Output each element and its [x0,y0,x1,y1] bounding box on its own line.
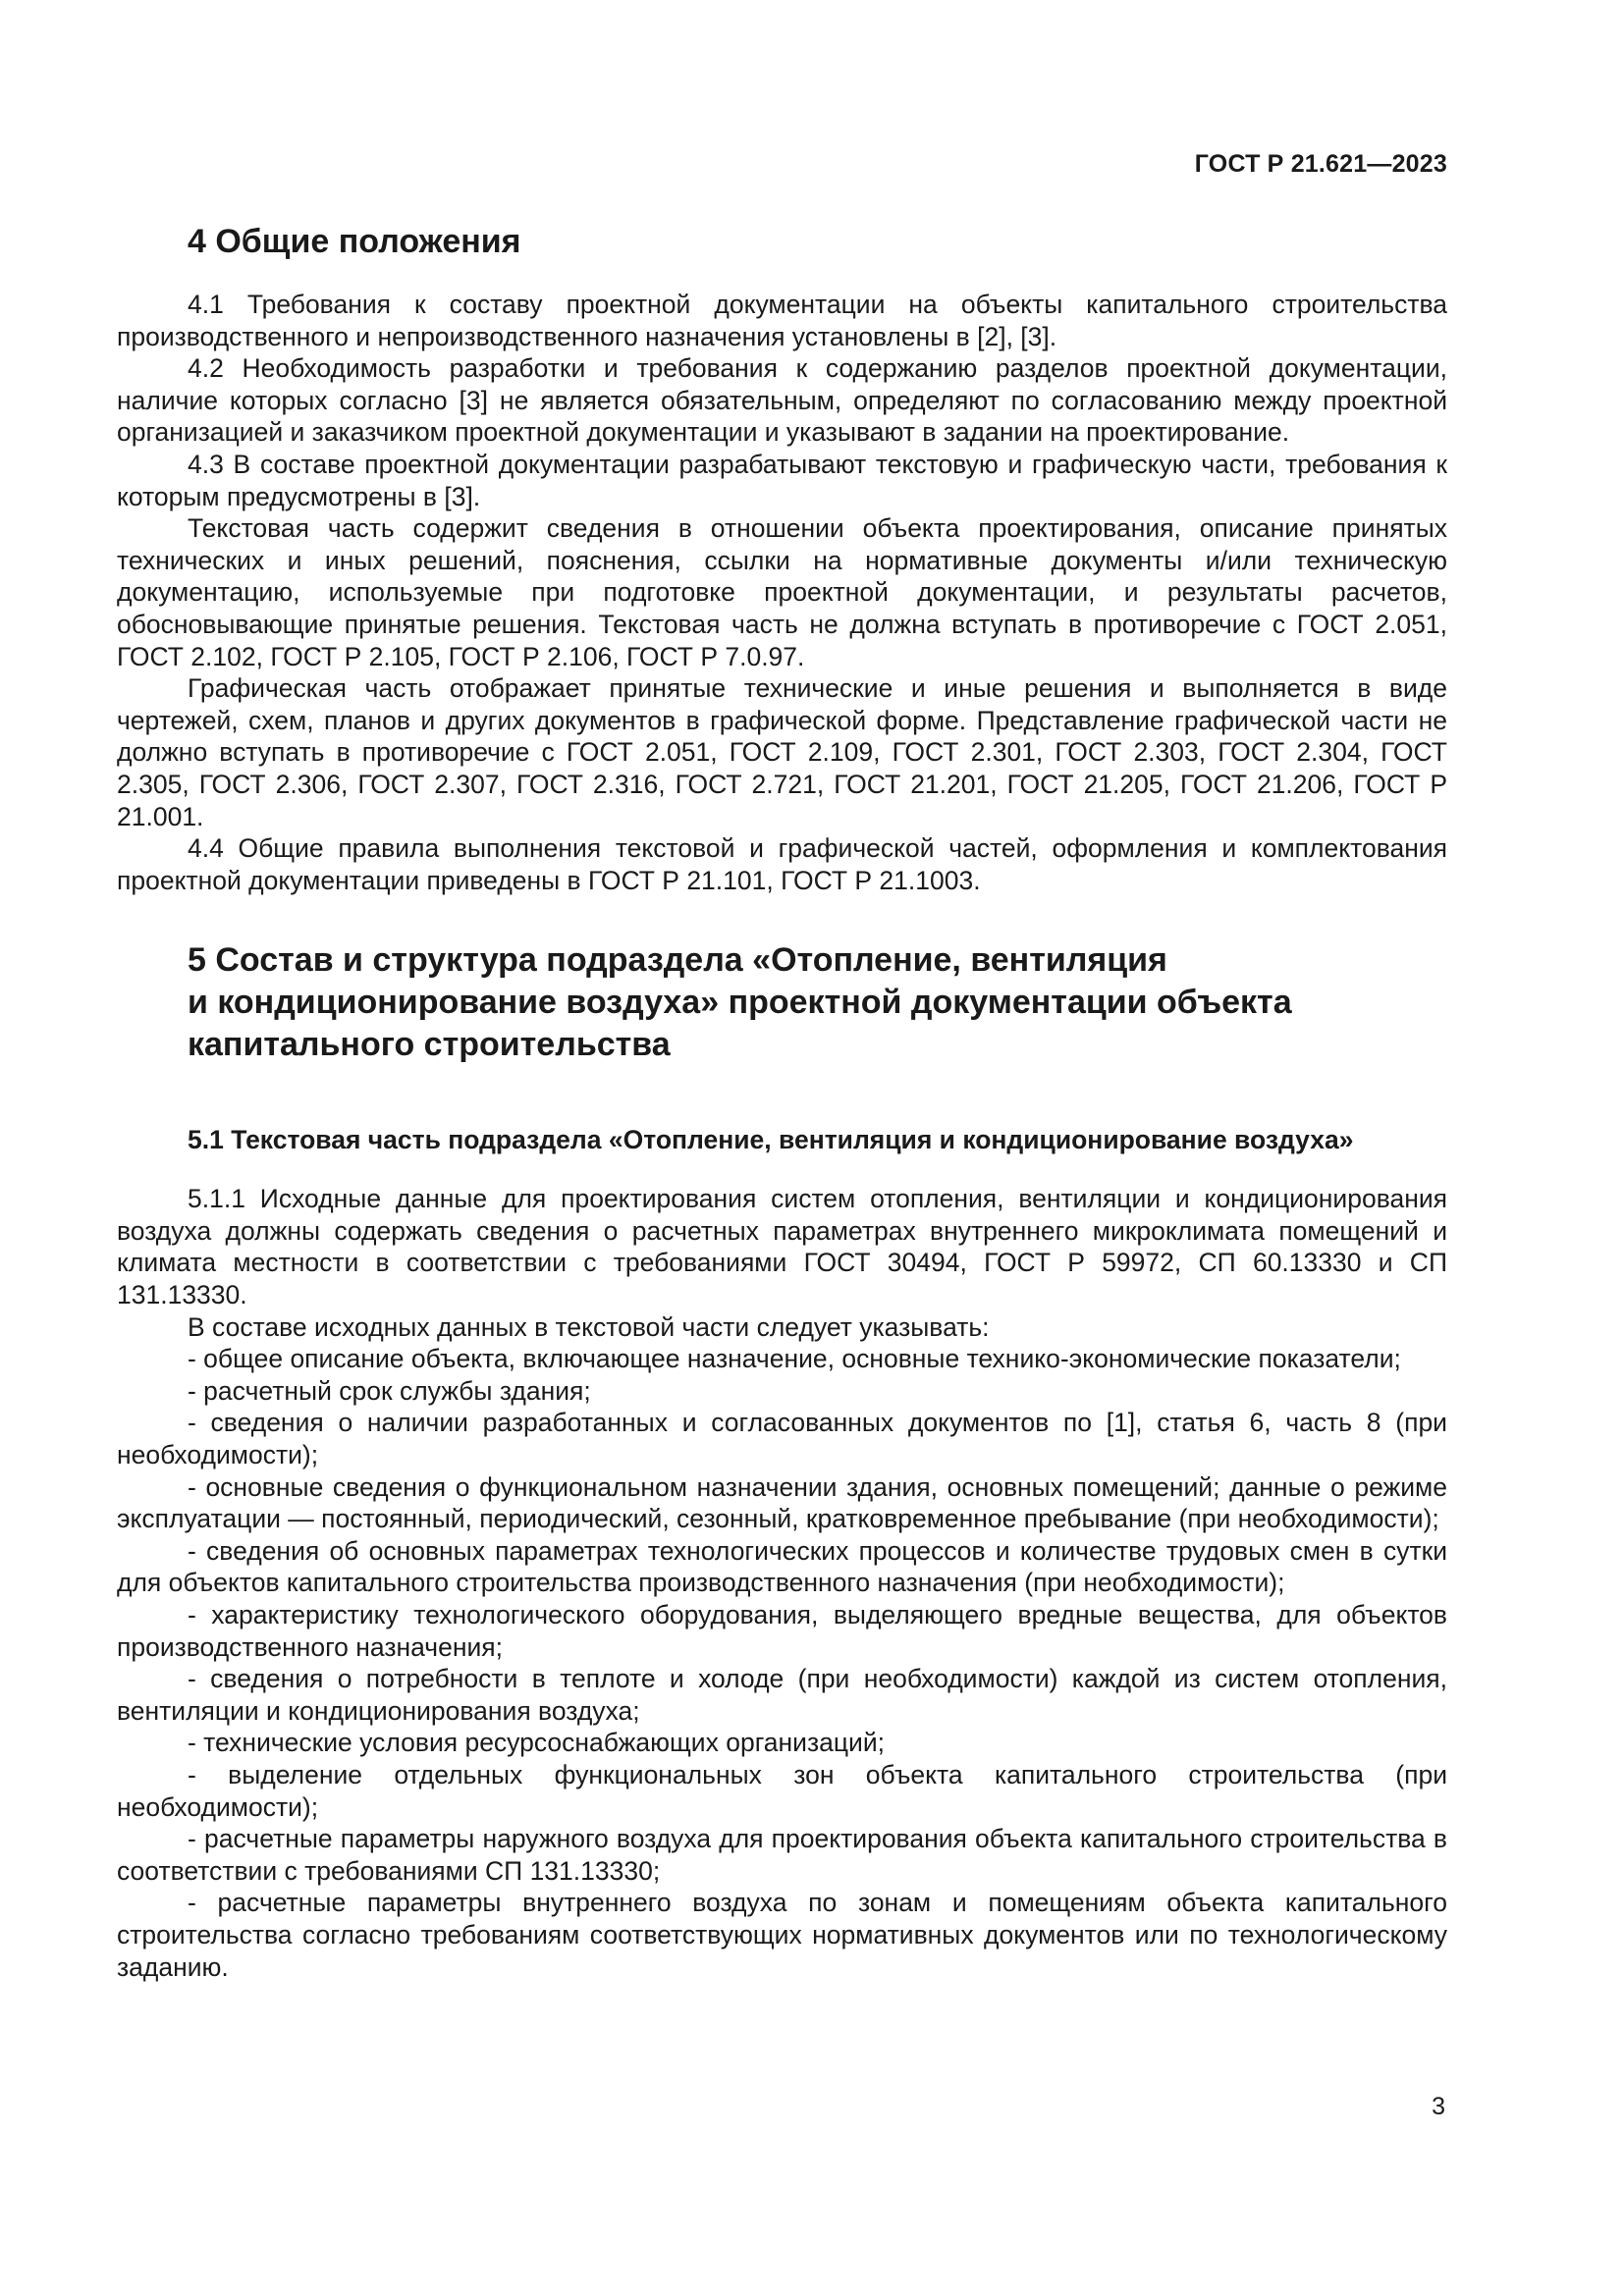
list-item: - расчетные параметры внутреннего воздуха по зонам и помещениям объекта капитального строительства согласно требованиям соответствующих нормативных документов или по технологическому заданию. [117,1888,1447,1982]
paragraph-4-4: 4.4 Общие правила выполнения текстовой и графической частей, оформления и комплектования проектной документации приведены в ГОСТ Р 21.101, ГОСТ Р 21.1003. [117,833,1447,895]
page-number: 3 [1432,2093,1445,2120]
paragraph-4-1: 4.1 Требования к составу проектной документации на объекты капитального строительства производственного и непроизводственного назначения установлены в [2], [3]. [117,290,1447,351]
list-item: - общее описание объекта, включающее назначение, основные технико-экономические показатели; [188,1344,1401,1374]
list-item: - основные сведения о функциональном назначении здания, основных помещений; данные о режиме эксплуатации — постоянный, периодический, сезонный, кратковременное пребывание (при необходимости); [117,1471,1447,1534]
list-item: - расчетные параметры наружного воздуха для проектирования объекта капитального строительства в соответствии с требованиями СП 131.13330; [117,1824,1447,1886]
paragraph-initial-data-intro: В составе исходных данных в текстовой части следует указывать: [188,1311,990,1342]
list-item: - выделение отдельных функциональных зон объекта капитального строительства (при необходимости); [117,1759,1447,1822]
section-4-title: 4 Общие положения [188,223,521,260]
list-item: - сведения об основных параметрах технологических процессов и количестве трудовых смен в сутки для объектов капитального строительства производственного назначения (при необходимости); [117,1535,1447,1598]
paragraph-text-part: Текстовая часть содержит сведения в отношении объекта проектирования, описание принятых технических и иных решений, пояснения, ссылки на нормативные документы и/или техническую документацию, используемые при подготовке проектной документации, и результаты расчетов, обосновывающие принятые решения. Текстовая часть не должна вступать в противоречие с ГОСТ 2.051, ГОСТ 2.102, ГОСТ Р 2.105, ГОСТ Р 2.106, ГОСТ Р 7.0.97. [117,513,1447,671]
section-5-title-line-1: 5 Состав и структура подраздела «Отопление, вентиляция [188,941,1167,980]
paragraph-graphic-part: Графическая часть отображает принятые технические и иные решения и выполняется в виде чертежей, схем, планов и других документов в графической форме. Представление графической части не должно вступать в противоречие с ГОСТ 2.051, ГОСТ 2.109, ГОСТ 2.301, ГОСТ 2.303, ГОСТ 2.304, ГОСТ 2.305, ГОСТ 2.306, ГОСТ 2.307, ГОСТ 2.316, ГОСТ 2.721, ГОСТ 21.201, ГОСТ 21.205, ГОСТ 21.206, ГОСТ Р 21.001. [117,673,1447,831]
paragraph-4-2: 4.2 Необходимость разработки и требования к содержанию разделов проектной документации, наличие которых согласно [3] не является обязательным, определяют по согласованию между проектной организацией и заказчиком проектной документации и указывают в задании на проектирование. [117,353,1447,448]
list-item: - технические условия ресурсоснабжающих организаций; [188,1728,885,1758]
list-item: - характеристику технологического оборудования, выделяющего вредные вещества, для объектов производственного назначения; [117,1600,1447,1662]
section-5-title-line-3: капитального строительства [188,1026,671,1064]
list-item: - расчетный срок службы здания; [188,1375,591,1406]
page-content [117,221,1447,1983]
list-item: - сведения о наличии разработанных и согласованных документов по [1], статья 6, часть 8 (при необходимости); [117,1408,1447,1470]
list-item: - сведения о потребности в теплоте и холоде (при необходимости) каждой из систем отопления, вентиляции и кондиционирования воздуха; [117,1664,1447,1726]
section-5-title [188,939,1447,1066]
subsection-5-1-title: 5.1 Текстовая часть подраздела «Отопление, вентиляция и кондиционирование воздуха» [188,1125,1354,1155]
paragraph-4-3: 4.3 В составе проектной документации разрабатывают текстовую и графическую части, требования к которым предусмотрены в [3]. [117,449,1447,511]
paragraph-5-1-1: 5.1.1 Исходные данные для проектирования систем отопления, вентиляции и кондиционирования воздуха должны содержать сведения о расчетных параметрах внутреннего микроклимата помещений и климата местности в соответствии с требованиями ГОСТ 30494, ГОСТ Р 59972, СП 60.13330 и СП 131.13330. [117,1184,1447,1310]
document-id-header: ГОСТ Р 21.621—2023 [1194,150,1447,178]
section-5-title-line-2: и кондиционирование воздуха» проектной документации объекта [188,984,1292,1022]
